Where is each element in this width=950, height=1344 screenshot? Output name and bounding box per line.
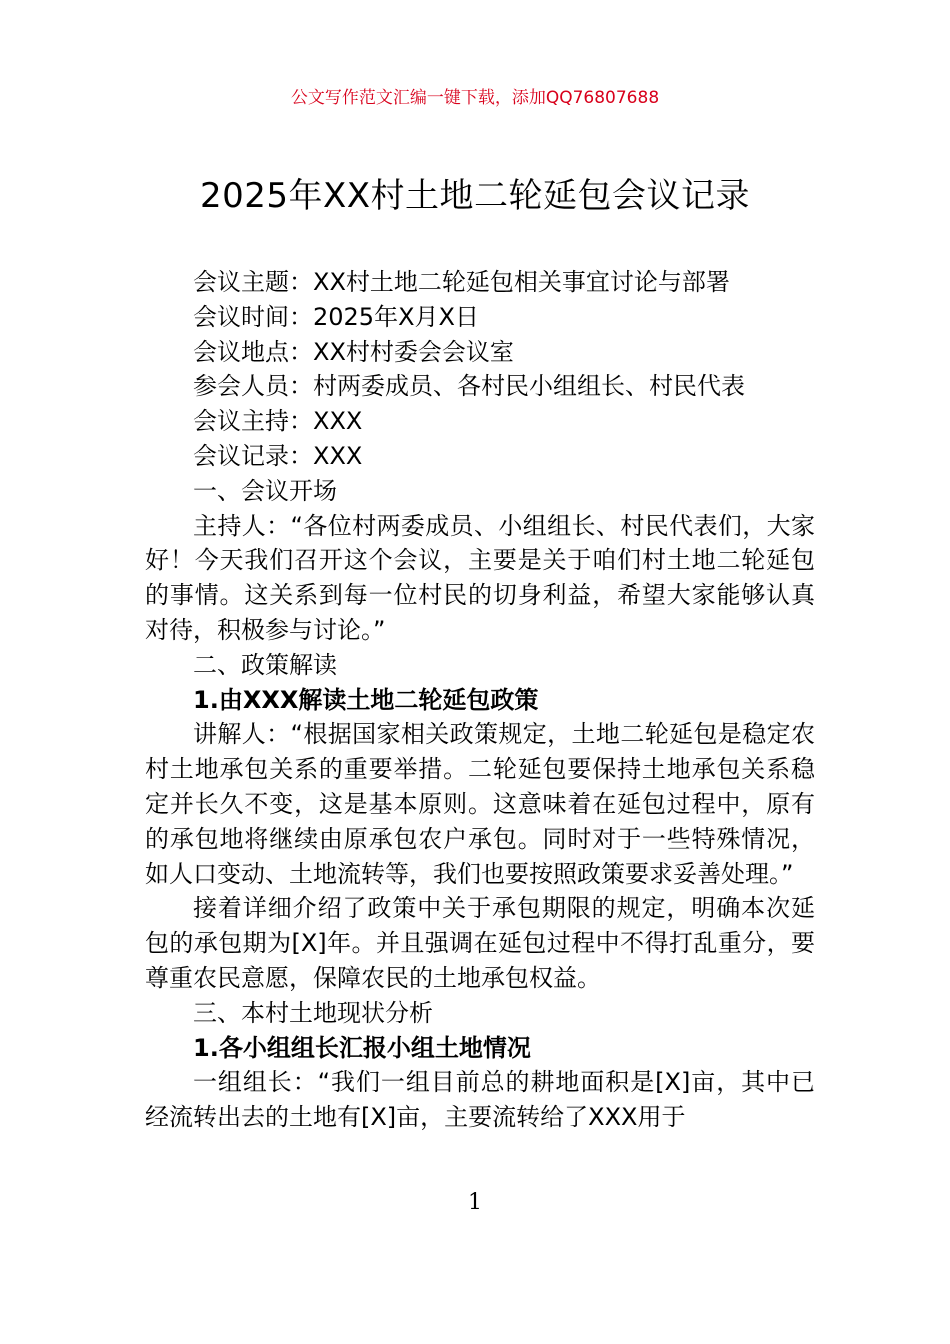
meeting-time: 会议时间：2025年X月X日 <box>193 302 479 331</box>
meeting-recorder: 会议记录：XXX <box>193 441 363 470</box>
section-heading-land-status: 三、本村土地现状分析 <box>193 998 433 1027</box>
policy-detail-paragraph: 接着详细介绍了政策中关于承包期限的规定，明确本次延包的承包期为[X]年。并且强调在延包过程中不得打乱重分，要尊重农民意愿，保障农民的土地承包权益。 <box>145 894 815 992</box>
subheading-group-reports: 1.各小组组长汇报小组土地情况 <box>193 1033 531 1062</box>
meeting-attendees: 参会人员：村两委成员、各村民小组组长、村民代表 <box>193 372 745 401</box>
page-number: 1 <box>468 1190 482 1215</box>
speaker-explanation-paragraph: 讲解人：“根据国家相关政策规定，土地二轮延包是稳定农村土地承包关系的重要举措。二轮延包要保持土地承包关系稳定并长久不变，这是基本原则。这意味着在延包过程中，原有的承包地将继续由原承包农户承包。同时对于一些特殊情况，如人口变动、土地流转等，我们也要按照政策要求妥善处理。” <box>145 720 815 888</box>
meeting-topic: 会议主题：XX村土地二轮延包相关事宜讨论与部署 <box>193 268 730 296</box>
group-one-report-paragraph: 一组组长：“我们一组目前总的耕地面积是[X]亩，其中已经流转出去的土地有[X]亩，主要流转给了XXX用于 <box>145 1068 815 1132</box>
document-title: 2025年XX村土地二轮延包会议记录 <box>199 176 751 216</box>
meeting-host: 会议主持：XXX <box>193 407 363 436</box>
section-heading-opening: 一、会议开场 <box>193 476 337 505</box>
document-body <box>145 265 815 1135</box>
promo-header: 公文写作范文汇编一键下载，添加QQ76807688 <box>290 88 660 108</box>
subheading-policy-interpretation: 1.由XXX解读土地二轮延包政策 <box>193 685 539 714</box>
section-heading-policy: 二、政策解读 <box>193 650 337 679</box>
host-speech-paragraph: 主持人：“各位村两委成员、小组组长、村民代表们，大家好！今天我们召开这个会议，主要是关于咱们村土地二轮延包的事情。这关系到每一位村民的切身利益，希望大家能够认真对待，积极参与讨论。” <box>145 511 815 644</box>
meeting-location: 会议地点：XX村村委会会议室 <box>193 337 514 366</box>
